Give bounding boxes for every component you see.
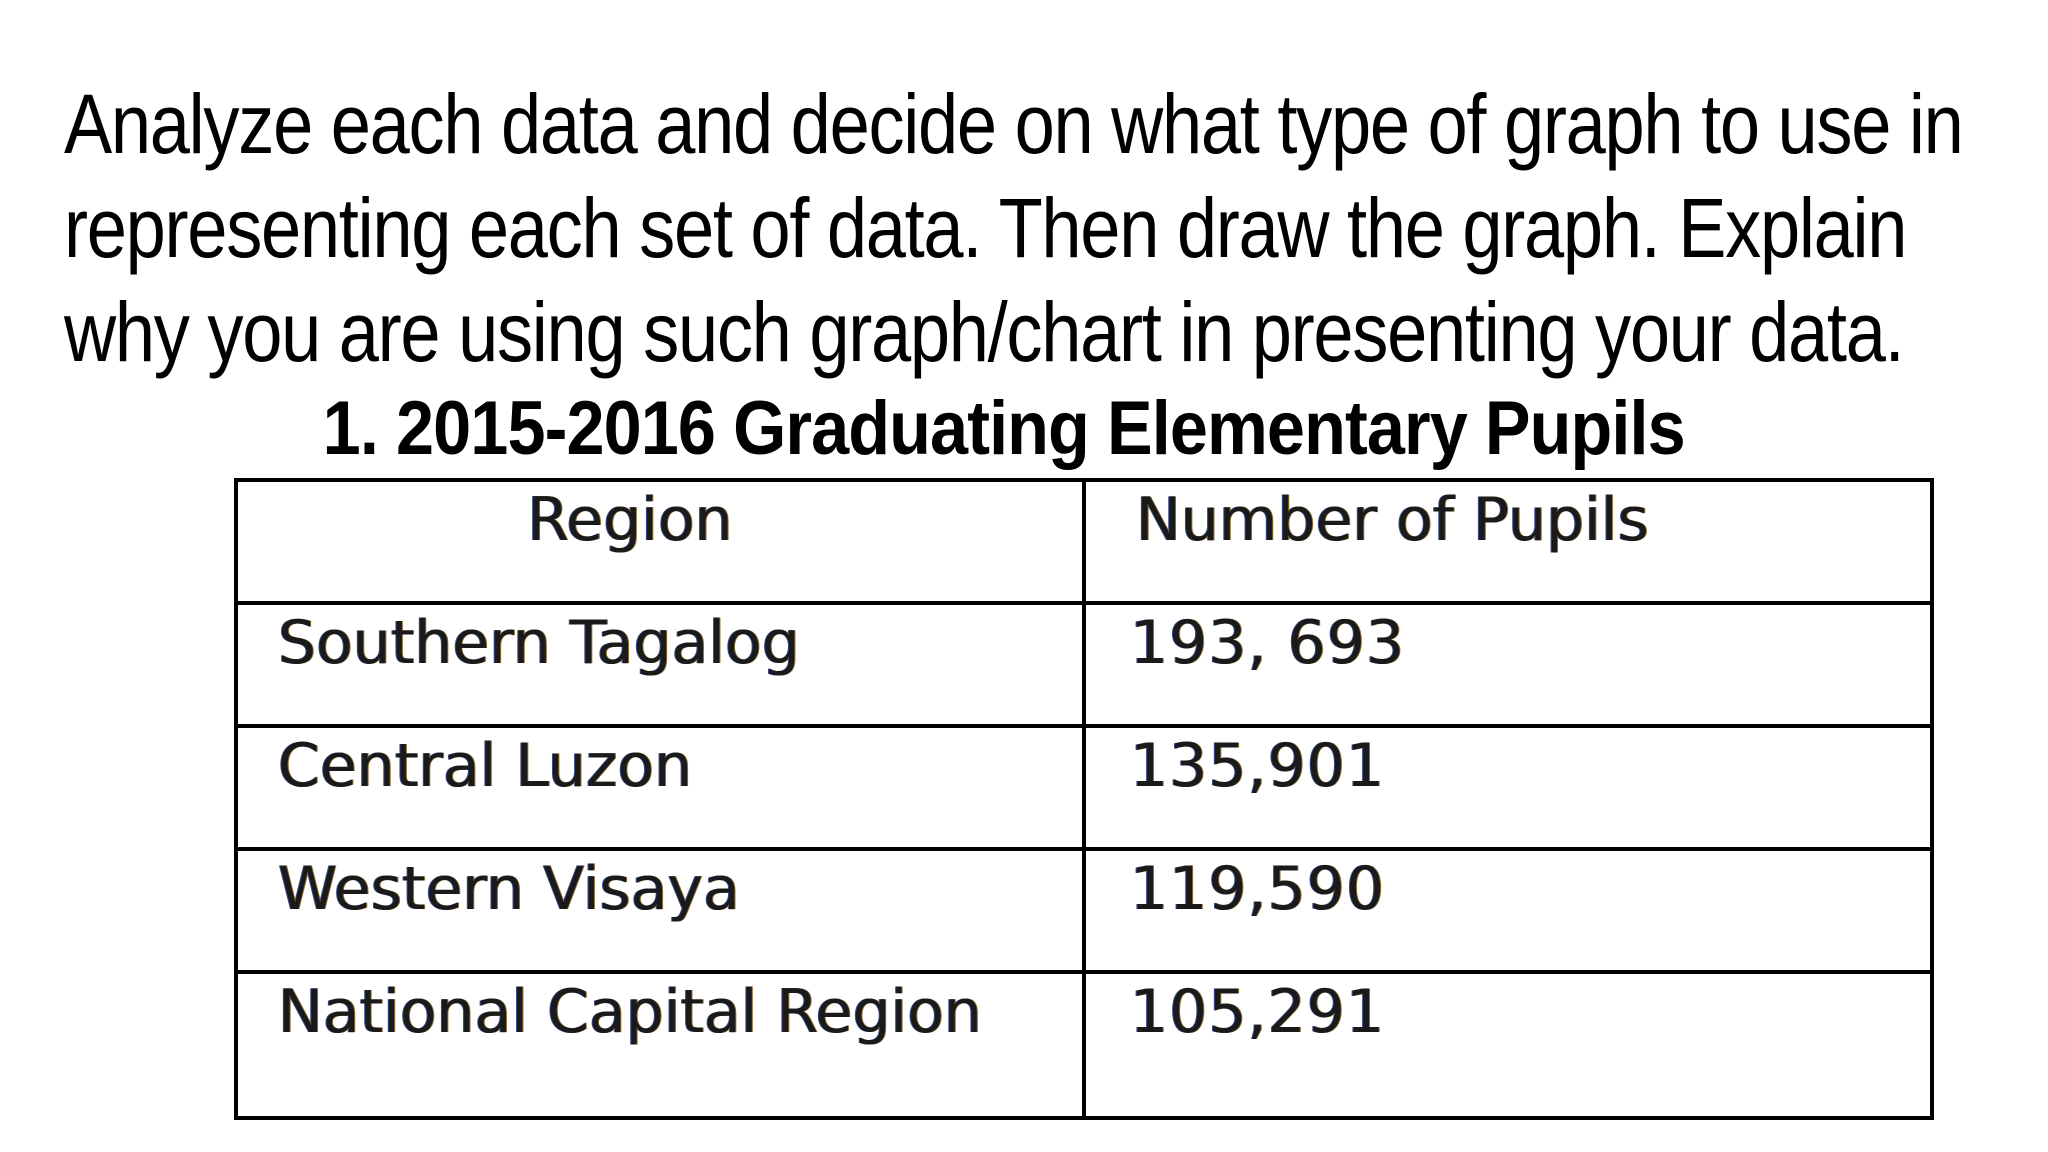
table-row xyxy=(236,603,1932,726)
table-row xyxy=(236,972,1932,1118)
column-header-number-of-pupils: Number of Pupils xyxy=(1084,480,1932,603)
cell-number: 135,901 xyxy=(1084,726,1932,849)
data-table xyxy=(234,478,1934,1120)
table-header-row xyxy=(236,480,1932,603)
instructions-line-3: why you are using such graph/chart in presenting your data. xyxy=(64,285,1904,379)
cell-region: Central Luzon xyxy=(236,726,1084,849)
cell-number: 105,291 xyxy=(1084,972,1932,1118)
cell-region: Southern Tagalog xyxy=(236,603,1084,726)
cell-region: National Capital Region xyxy=(236,972,1084,1118)
instructions-line-1: Analyze each data and decide on what type of graph to use in xyxy=(64,77,1963,171)
cell-number: 193, 693 xyxy=(1084,603,1932,726)
table-title xyxy=(0,384,2048,474)
cell-number: 119,590 xyxy=(1084,849,1932,972)
column-header-region: Region xyxy=(236,480,1084,603)
cell-region: Western Visaya xyxy=(236,849,1084,972)
table-row xyxy=(236,726,1932,849)
table-title-text: 1. 2015-2016 Graduating Elementary Pupils xyxy=(322,386,1686,471)
table-row xyxy=(236,849,1932,972)
instructions-line-2: representing each set of data. Then draw the graph. Explain xyxy=(64,181,1907,275)
instructions-text xyxy=(64,72,1963,384)
